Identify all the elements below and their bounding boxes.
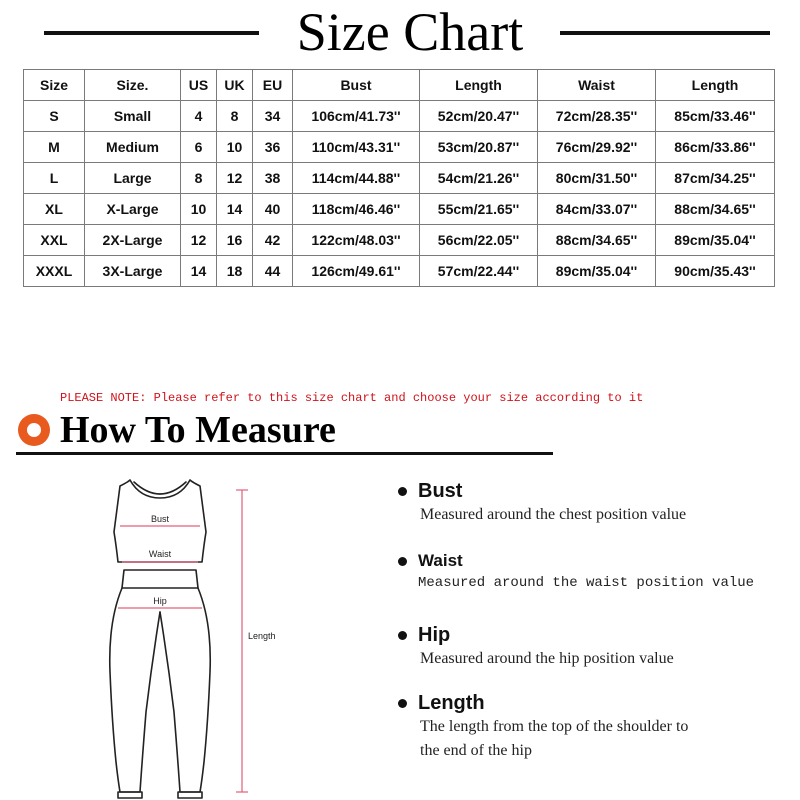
measure-item-waist — [398, 551, 754, 595]
table-cell: 4 — [181, 101, 217, 132]
table-cell: 53cm/20.87'' — [420, 132, 538, 163]
header-length-2: Length — [656, 70, 775, 101]
table-cell: 126cm/49.61'' — [293, 256, 420, 287]
table-cell: XL — [24, 194, 85, 225]
table-row — [24, 132, 775, 163]
table-cell: 52cm/20.47'' — [420, 101, 538, 132]
header-waist: Waist — [538, 70, 656, 101]
figure-label-bust: Bust — [150, 514, 170, 524]
measure-item-hip — [398, 624, 674, 671]
table-cell: 16 — [217, 225, 253, 256]
measure-item-desc: Measured around the chest position value — [420, 506, 687, 523]
measure-item-title: Length — [418, 692, 485, 714]
table-cell: M — [24, 132, 85, 163]
table-cell: 89cm/35.04'' — [538, 256, 656, 287]
bullet-icon — [398, 699, 407, 708]
measure-item-length — [398, 692, 688, 763]
page-title: Size Chart — [296, 2, 524, 62]
table-cell: 106cm/41.73'' — [293, 101, 420, 132]
bullet-icon — [398, 487, 407, 496]
table-cell: 6 — [181, 132, 217, 163]
table-cell: 14 — [217, 194, 253, 225]
table-cell: 118cm/46.46'' — [293, 194, 420, 225]
table-cell: 8 — [217, 101, 253, 132]
measure-item-desc: the end of the hip — [420, 742, 532, 759]
right-leg — [160, 588, 210, 792]
table-row — [24, 101, 775, 132]
table-cell: 57cm/22.44'' — [420, 256, 538, 287]
table-cell: 72cm/28.35'' — [538, 101, 656, 132]
size-note: PLEASE NOTE: Please refer to this size chart and choose your size according to it — [60, 391, 644, 405]
table-cell: 110cm/43.31'' — [293, 132, 420, 163]
table-row — [24, 163, 775, 194]
figure-label-waist: Waist — [148, 549, 172, 559]
table-cell: 42 — [253, 225, 293, 256]
table-cell: Medium — [85, 132, 181, 163]
table-cell: 86cm/33.86'' — [656, 132, 775, 163]
table-header-row — [24, 70, 775, 101]
header-length: Length — [420, 70, 538, 101]
table-cell: 90cm/35.43'' — [656, 256, 775, 287]
table-cell: L — [24, 163, 85, 194]
table-cell: 114cm/44.88'' — [293, 163, 420, 194]
table-row — [24, 256, 775, 287]
measure-item-desc: Measured around the waist position value — [418, 575, 755, 591]
table-cell: 44 — [253, 256, 293, 287]
table-cell: 3X-Large — [85, 256, 181, 287]
measure-item-title: Hip — [418, 624, 451, 646]
table-cell: 8 — [181, 163, 217, 194]
table-cell: 12 — [217, 163, 253, 194]
table-cell: Small — [85, 101, 181, 132]
table-cell: 2X-Large — [85, 225, 181, 256]
table-cell: 18 — [217, 256, 253, 287]
table-cell: XXL — [24, 225, 85, 256]
table-cell: 36 — [253, 132, 293, 163]
table-cell: X-Large — [85, 194, 181, 225]
waistband — [122, 570, 198, 588]
left-leg — [110, 588, 160, 792]
header-us: US — [181, 70, 217, 101]
measure-item-bust — [398, 480, 686, 527]
section-rule — [16, 452, 553, 455]
table-cell: 12 — [181, 225, 217, 256]
table-cell: 80cm/31.50'' — [538, 163, 656, 194]
header-bust: Bust — [293, 70, 420, 101]
measure-item-title: Waist — [418, 551, 463, 570]
header-eu: EU — [253, 70, 293, 101]
table-row — [24, 225, 775, 256]
shoes — [118, 792, 202, 798]
table-cell: 85cm/33.46'' — [656, 101, 775, 132]
figure-label-length: Length — [248, 631, 276, 641]
bullet-icon — [398, 557, 407, 566]
table-cell: 76cm/29.92'' — [538, 132, 656, 163]
table-cell: 40 — [253, 194, 293, 225]
table-cell: 55cm/21.65'' — [420, 194, 538, 225]
measure-item-desc: Measured around the hip position value — [420, 650, 674, 667]
figure-label-hip: Hip — [153, 596, 167, 606]
body-figure — [90, 462, 310, 800]
table-cell: XXXL — [24, 256, 85, 287]
table-cell: 10 — [181, 194, 217, 225]
bullet-icon — [398, 631, 407, 640]
table-cell: 56cm/22.05'' — [420, 225, 538, 256]
header-size: Size — [24, 70, 85, 101]
table-cell: 34 — [253, 101, 293, 132]
table-cell: 122cm/48.03'' — [293, 225, 420, 256]
table-cell: 88cm/34.65'' — [538, 225, 656, 256]
how-to-measure-title: How To Measure — [60, 409, 336, 451]
table-cell: 84cm/33.07'' — [538, 194, 656, 225]
title-row — [0, 0, 800, 62]
table-row — [24, 194, 775, 225]
table-cell: 14 — [181, 256, 217, 287]
table-cell: 38 — [253, 163, 293, 194]
table-cell: 89cm/35.04'' — [656, 225, 775, 256]
header-size-name: Size. — [85, 70, 181, 101]
size-chart-table — [23, 69, 775, 287]
table-cell: Large — [85, 163, 181, 194]
measure-item-desc: The length from the top of the shoulder to — [420, 718, 689, 735]
title-rule-right — [560, 31, 770, 35]
header-uk: UK — [217, 70, 253, 101]
table-cell: S — [24, 101, 85, 132]
table-cell: 88cm/34.65'' — [656, 194, 775, 225]
ring-icon — [18, 414, 50, 446]
measure-item-title: Bust — [418, 480, 463, 502]
table-cell: 87cm/34.25'' — [656, 163, 775, 194]
table-cell: 10 — [217, 132, 253, 163]
table-cell: 54cm/21.26'' — [420, 163, 538, 194]
title-rule-left — [44, 31, 259, 35]
